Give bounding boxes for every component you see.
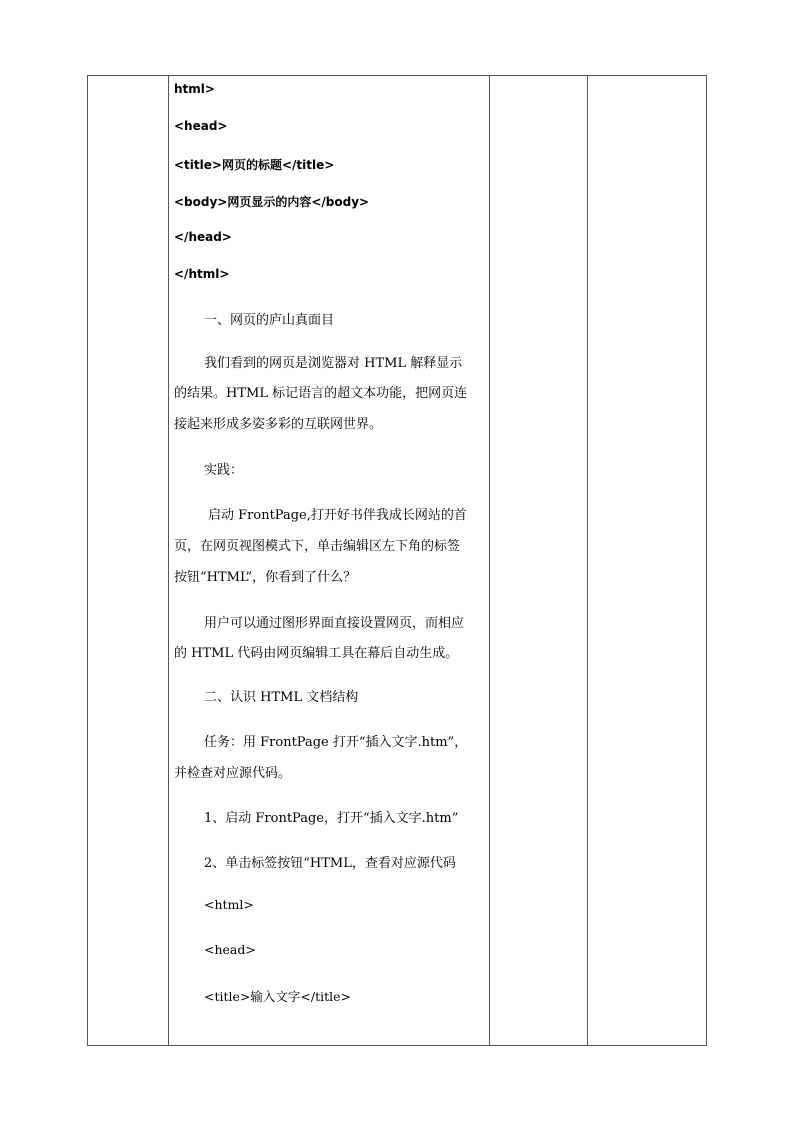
paragraph-line: 任务：用 FrontPage 打开“插入文字.htm”， bbox=[204, 735, 468, 750]
paragraph-line: 按钮“HTML”，你看到了什么？ bbox=[174, 570, 357, 585]
paragraph-line: 我们看到的网页是浏览器对 HTML 解释显示 bbox=[204, 356, 463, 371]
paragraph-line: 页，在网页视图模式下，单击编辑区左下角的标签 bbox=[174, 539, 461, 554]
paragraph-line: 的结果。HTML 标记语言的超文本功能，把网页连 bbox=[174, 386, 468, 401]
code-line: <head> bbox=[174, 119, 228, 133]
practice-label: 实践： bbox=[204, 463, 244, 478]
paragraph-line: 接起来形成多姿多彩的互联网世界。 bbox=[174, 417, 383, 432]
column-divider bbox=[587, 76, 588, 1045]
paragraph-line: 的 HTML 代码由网页编辑工具在幕后自动生成。 bbox=[174, 646, 459, 661]
lesson-table bbox=[87, 75, 707, 1046]
step-line: 2、单击标签按钮“HTML，查看对应源代码 bbox=[204, 856, 456, 871]
code-line: <head> bbox=[204, 942, 256, 957]
code-line: </head> bbox=[174, 230, 232, 244]
section-heading: 一、网页的庐山真面目 bbox=[204, 313, 335, 328]
code-line: <body>网页显示的内容</body> bbox=[174, 195, 370, 209]
code-line: <title>输入文字</title> bbox=[204, 989, 351, 1004]
section-heading: 二、认识 HTML 文档结构 bbox=[204, 690, 359, 705]
code-line: html> bbox=[174, 82, 215, 96]
paragraph-line: 用户可以通过图形界面直接设置网页，而相应 bbox=[204, 616, 465, 631]
paragraph-line: 启动 FrontPage,打开好书伴我成长网站的首 bbox=[208, 508, 467, 523]
code-line: <title>网页的标题</title> bbox=[174, 158, 335, 172]
column-divider bbox=[489, 76, 490, 1045]
code-line: <html> bbox=[204, 897, 254, 912]
paragraph-line: 并检查对应源代码。 bbox=[174, 766, 292, 781]
code-line: </html> bbox=[174, 267, 230, 281]
step-line: 1、启动 FrontPage，打开“插入文字.htm” bbox=[204, 811, 459, 826]
column-divider bbox=[168, 76, 169, 1045]
